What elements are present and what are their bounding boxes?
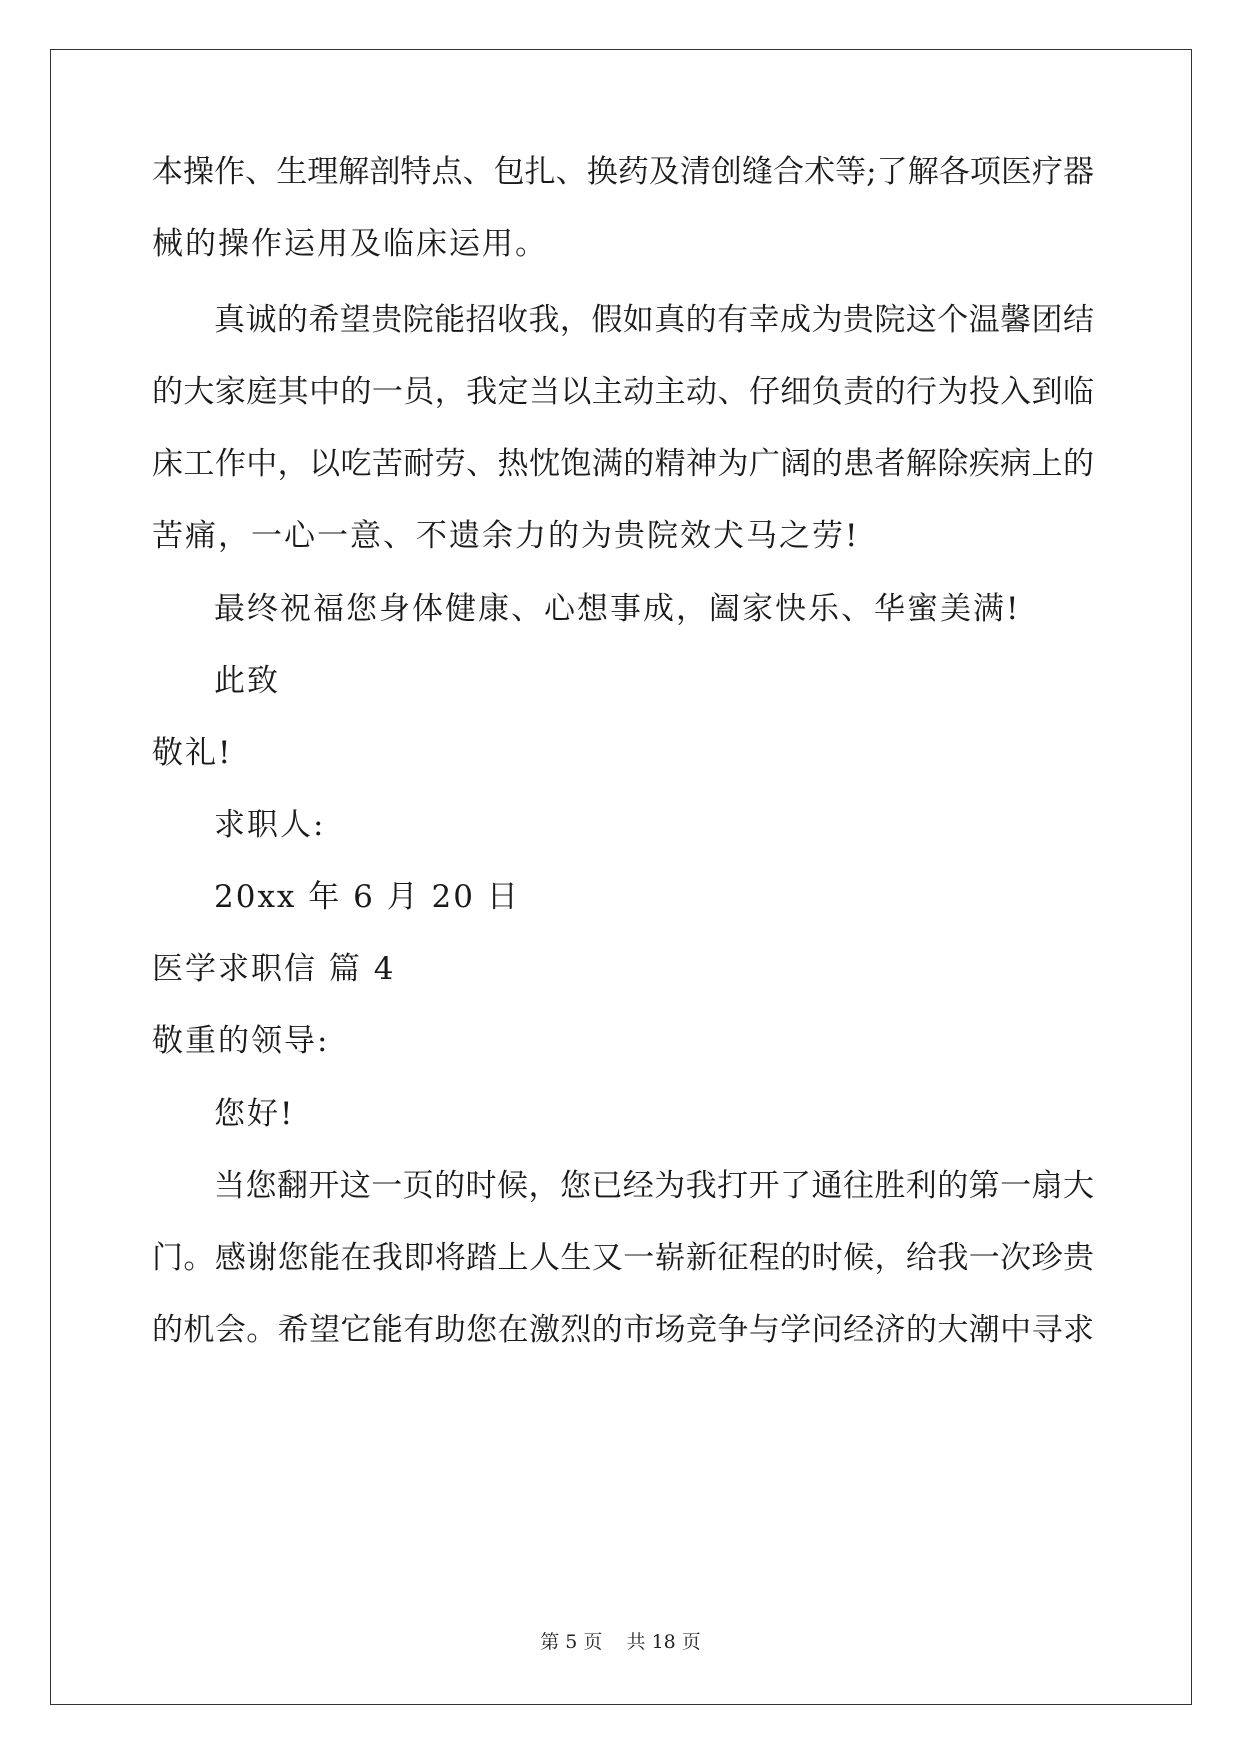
text-line-5: 床工作中，以吃苦耐劳、热忱饱满的精神为广阔的患者解除疾病上的 [152, 446, 1094, 482]
text-line-2: 械的操作运用及临床运用。 [152, 226, 548, 262]
greeting: 您好! [214, 1096, 295, 1132]
signature-label: 求职人: [214, 807, 326, 843]
text-line-15: 当您翻开这一页的时候，您已经为我打开了通往胜利的第一扇大 [214, 1168, 1094, 1204]
salutation: 敬重的领导: [152, 1023, 330, 1059]
text-line-1: 本操作、生理解剖特点、包扎、换药及清创缝合术等;了解各项医疗器 [152, 154, 1094, 190]
text-line-6: 苦痛，一心一意、不遗余力的为贵院效犬马之劳! [152, 518, 860, 554]
text-line-8: 此致 [214, 663, 280, 699]
text-line-3: 真诚的希望贵院能招收我，假如真的有幸成为贵院这个温馨团结 [214, 302, 1094, 338]
page-footer [0, 1630, 1241, 1654]
text-line-9: 敬礼! [152, 735, 233, 771]
text-line-16: 门。感谢您能在我即将踏上人生又一崭新征程的时候，给我一次珍贵 [152, 1240, 1094, 1276]
text-line-4: 的大家庭其中的一员，我定当以主动主动、仔细负责的行为投入到临 [152, 374, 1094, 410]
page-border [50, 49, 1192, 1705]
section-heading: 医学求职信 篇 4 [152, 951, 396, 987]
text-line-17: 的机会。希望它能有助您在激烈的市场竞争与学问经济的大潮中寻求 [152, 1312, 1094, 1348]
text-line-7: 最终祝福您身体健康、心想事成，阖家快乐、华蜜美满! [214, 591, 1021, 627]
date-line: 20xx 年 6 月 20 日 [214, 879, 520, 915]
page-number: 第 5 页 共 18 页 [540, 1631, 701, 1653]
